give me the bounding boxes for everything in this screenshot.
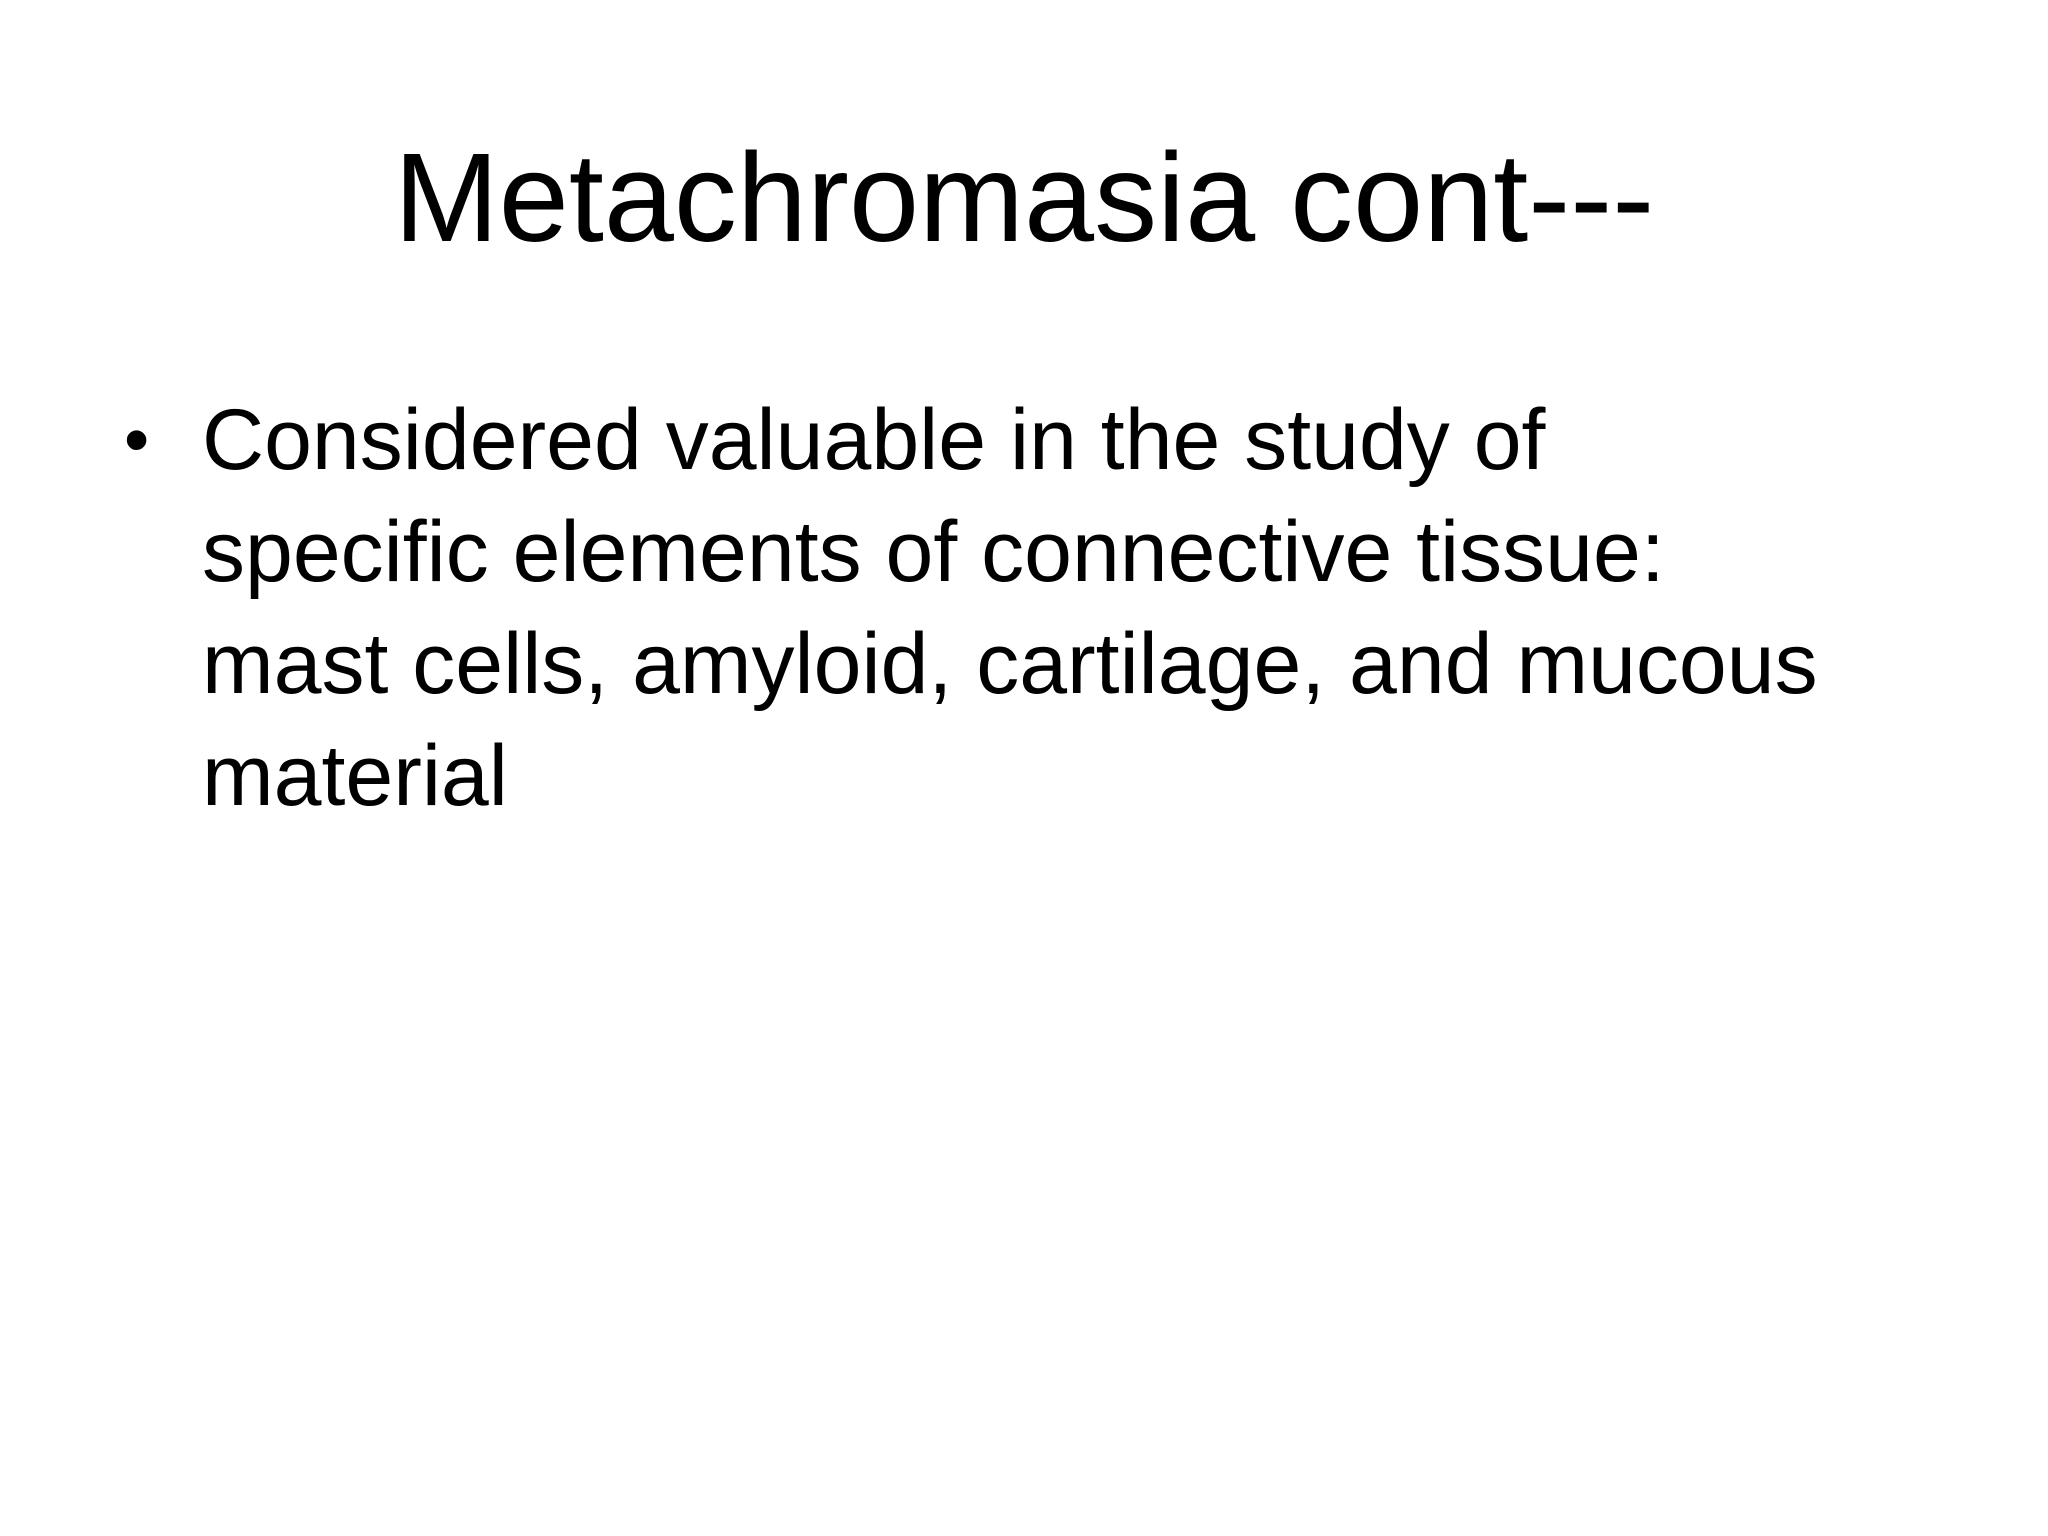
- bullet-icon: •: [124, 400, 150, 480]
- bullet-text-line: material: [202, 728, 508, 824]
- bullet-text-line: mast cells, amyloid, cartilage, and mucous: [202, 616, 1818, 712]
- slide-body: [120, 384, 1960, 832]
- slide-title: Metachromasia cont---: [393, 127, 1655, 268]
- bullet-text-line: Considered valuable in the study of: [202, 392, 1546, 488]
- bullet-text-line: specific elements of connective tissue:: [202, 504, 1665, 600]
- bullet-list: [120, 384, 1960, 832]
- bullet-item: [120, 384, 1960, 832]
